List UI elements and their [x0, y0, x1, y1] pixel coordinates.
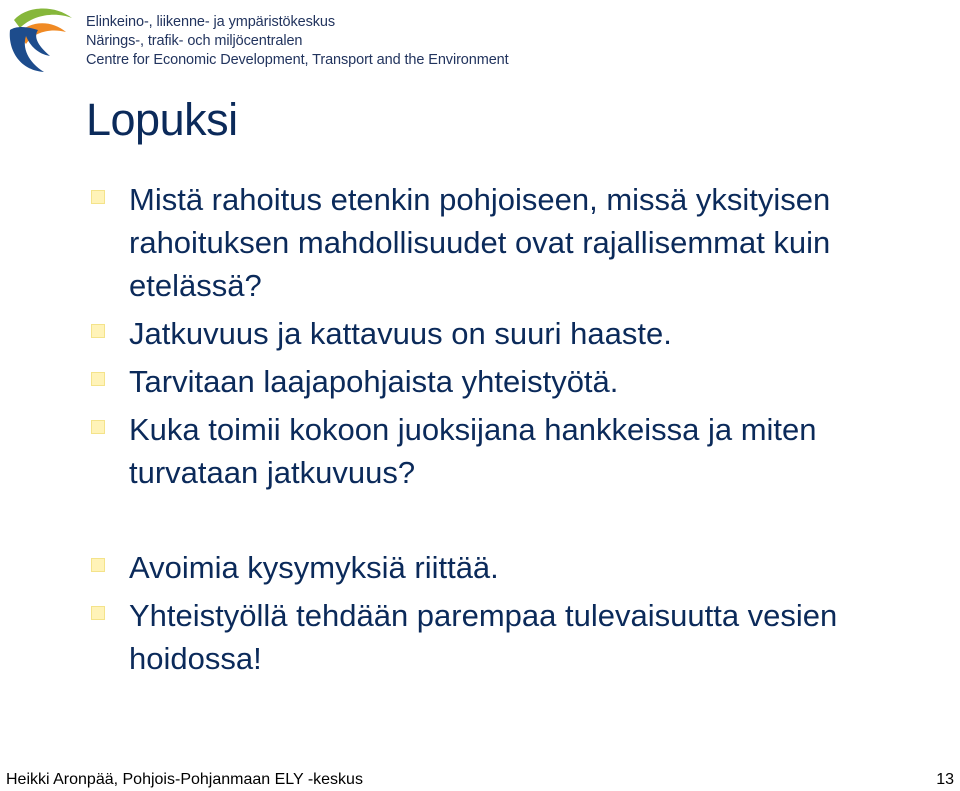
bullet-item	[0, 312, 960, 355]
bullet-item	[0, 408, 960, 494]
bullet-item	[0, 594, 960, 680]
bullet-marker-icon	[91, 420, 105, 434]
organization-name-block	[86, 13, 509, 70]
bullet-item	[0, 360, 960, 403]
bullet-item	[0, 178, 960, 307]
bullet-text: Avoimia kysymyksiä riittää.	[129, 550, 499, 585]
bullet-text: Yhteistyöllä tehdään parempaa tulevaisuutta vesien hoidossa!	[129, 598, 838, 676]
bullet-list	[0, 178, 960, 680]
org-name-swedish: Närings-, trafik- och miljöcentralen	[86, 33, 303, 49]
bullet-text: Mistä rahoitus etenkin pohjoiseen, missä yksityisen rahoituksen mahdollisuudet ovat rajallisemmat kuin etelässä?	[129, 182, 831, 303]
org-name-english: Centre for Economic Development, Transport and the Environment	[86, 52, 509, 68]
ely-logo-icon	[6, 4, 74, 74]
bullet-text: Jatkuvuus ja kattavuus on suuri haaste.	[129, 316, 672, 351]
bullet-marker-icon	[91, 372, 105, 386]
bullet-text: Kuka toimii kokoon juoksijana hankkeissa ja miten turvataan jatkuvuus?	[129, 412, 817, 490]
bullet-text: Tarvitaan laajapohjaista yhteistyötä.	[129, 364, 619, 399]
slide-title: Lopuksi	[86, 94, 238, 145]
bullet-marker-icon	[91, 190, 105, 204]
footer-author: Heikki Aronpää, Pohjois-Pohjanmaan ELY -keskus	[6, 771, 363, 788]
page-number: 13	[936, 771, 954, 788]
bullet-item	[0, 546, 960, 589]
org-name-finnish: Elinkeino-, liikenne- ja ympäristökeskus	[86, 14, 336, 30]
bullet-marker-icon	[91, 606, 105, 620]
bullet-marker-icon	[91, 324, 105, 338]
bullet-marker-icon	[91, 558, 105, 572]
